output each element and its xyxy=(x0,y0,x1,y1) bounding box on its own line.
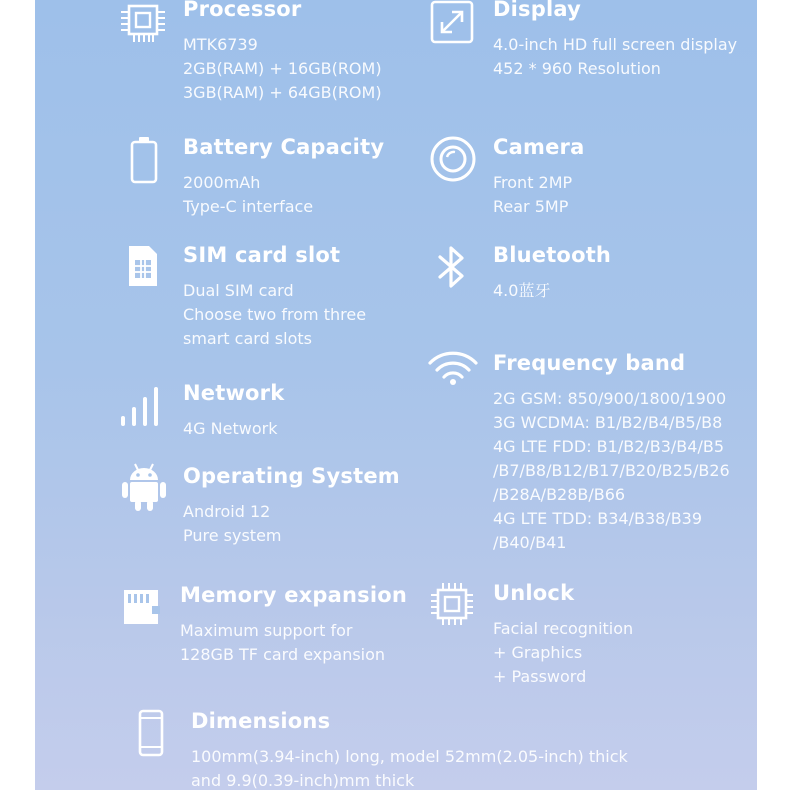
spec-title: Bluetooth xyxy=(493,243,612,267)
battery-icon xyxy=(130,136,158,184)
spec-line: 4G LTE TDD: B34/B38/B39 xyxy=(493,509,703,528)
spec-lines xyxy=(183,500,282,548)
spec-line: Rear 5MP xyxy=(493,197,569,216)
spec-lines xyxy=(183,33,382,105)
spec-line: Front 2MP xyxy=(493,173,573,192)
android-icon xyxy=(121,462,167,512)
network-bars-icon xyxy=(119,382,167,428)
memory-card-icon xyxy=(122,588,160,626)
sim-card-icon xyxy=(127,244,159,288)
spec-line: Maximum support for xyxy=(180,621,353,640)
spec-line: 3GB(RAM) + 64GB(ROM) xyxy=(183,83,382,102)
spec-line: Dual SIM card xyxy=(183,281,294,300)
spec-title: Network xyxy=(183,381,285,405)
spec-line: Facial recognition xyxy=(493,619,634,638)
spec-lines xyxy=(493,171,572,219)
spec-title: Frequency band xyxy=(493,351,686,375)
wifi-signal-icon xyxy=(427,350,479,386)
phone-icon xyxy=(138,709,164,757)
spec-line: and 9.9(0.39-inch)mm thick xyxy=(191,771,415,790)
spec-lines xyxy=(183,279,366,351)
spec-line: 4G Network xyxy=(183,419,278,438)
spec-line: 2GB(RAM) + 16GB(ROM) xyxy=(183,59,382,78)
spec-line: /B28A/B28B/B66 xyxy=(493,485,626,504)
camera-lens-icon xyxy=(429,135,477,183)
spec-lines xyxy=(493,617,633,689)
spec-line: 4G LTE FDD: B1/B2/B3/B4/B5 xyxy=(493,437,725,456)
spec-title: Memory expansion xyxy=(180,583,408,607)
spec-line: 4.0蓝牙 xyxy=(493,281,551,300)
spec-lines xyxy=(191,745,628,790)
spec-title: Operating System xyxy=(183,464,400,488)
spec-title: Camera xyxy=(493,135,585,159)
bluetooth-icon xyxy=(435,243,469,291)
spec-line: /B7/B8/B12/B17/B20/B25/B26 xyxy=(493,461,730,480)
spec-line: 100mm(3.94-inch) long, model 52mm(2.05-inch) thick xyxy=(191,747,628,766)
spec-lines xyxy=(493,387,730,555)
spec-lines xyxy=(183,171,313,219)
spec-line: /B40/B41 xyxy=(493,533,567,552)
unlock-chip-icon xyxy=(430,582,474,626)
spec-title: Battery Capacity xyxy=(183,135,385,159)
spec-title: Processor xyxy=(183,0,302,21)
spec-lines xyxy=(180,619,385,667)
spec-title: Unlock xyxy=(493,581,575,605)
spec-line: Type-C interface xyxy=(183,197,314,216)
spec-line: 452 * 960 Resolution xyxy=(493,59,661,78)
spec-line: Pure system xyxy=(183,526,282,545)
spec-line: + Graphics xyxy=(493,643,583,662)
spec-lines xyxy=(183,417,277,441)
spec-title: Dimensions xyxy=(191,709,331,733)
spec-title: SIM card slot xyxy=(183,243,341,267)
spec-line: 4.0-inch HD full screen display xyxy=(493,35,738,54)
spec-line: + Password xyxy=(493,667,587,686)
spec-lines xyxy=(493,279,550,303)
spec-line: 128GB TF card expansion xyxy=(180,645,386,664)
spec-line: 2G GSM: 850/900/1800/1900 xyxy=(493,389,727,408)
display-expand-icon xyxy=(430,0,474,44)
spec-line: 2000mAh xyxy=(183,173,261,192)
spec-lines xyxy=(493,33,737,81)
spec-title: Display xyxy=(493,0,581,21)
processor-chip-icon xyxy=(120,0,166,44)
spec-line: smart card slots xyxy=(183,329,312,348)
spec-line: Android 12 xyxy=(183,502,271,521)
spec-line: MTK6739 xyxy=(183,35,258,54)
spec-line: 3G WCDMA: B1/B2/B4/B5/B8 xyxy=(493,413,723,432)
spec-line: Choose two from three xyxy=(183,305,367,324)
specs-panel xyxy=(35,0,757,790)
